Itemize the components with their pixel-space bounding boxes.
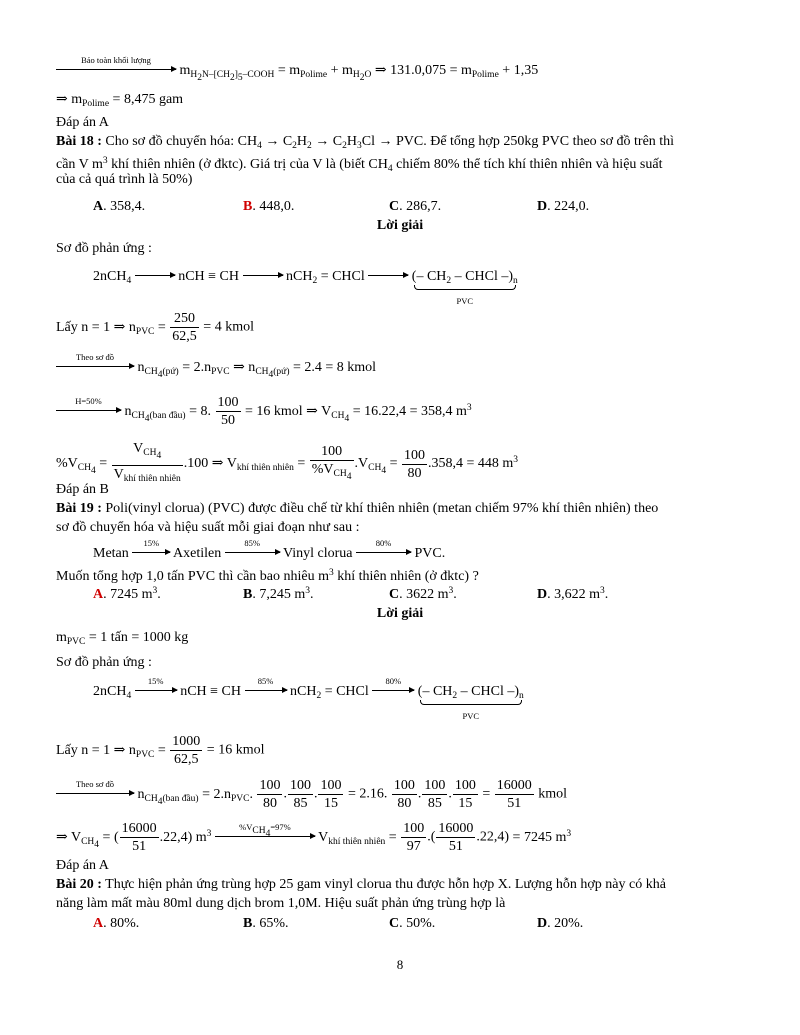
scheme-label: Sơ đồ phản ứng : <box>56 241 152 256</box>
reaction-arrow <box>368 268 408 286</box>
fraction: $\frac{100}{85}$ <box>289 778 311 811</box>
answer-line: Đáp án A <box>56 858 109 873</box>
fraction: $\frac{16000}{51}$ <box>438 821 474 854</box>
reaction-arrow: $\%V_{CH_4}=97\%$ <box>215 829 315 847</box>
mass-conservation-line: Bảo toàn khối lượng $m_{H_2N-[CH_2]_5-COOH} = m_{Polime} + m_{H_2O}$ ⇒ $131.0,075 = m_{Polime} + 1,35$ <box>56 62 538 87</box>
reaction-arrow: 80% <box>356 545 411 563</box>
option-c[interactable]: C. 286,7. <box>389 199 442 214</box>
step-3-line: H=50% $n_{CH_4(ban đầu)} = 8$. $\frac{100}{50}$ = 16 kmol ⇒ $V_{CH_4} = 16.22,4 = 358,4$ $m^3$ <box>56 394 472 429</box>
question-19-line-1: Bài 19 : Poli(vinyl clorua) (PVC) được điều chế từ khí thiên nhiên (metan chiếm 97% khí thiên nhiên) theo <box>56 501 659 516</box>
option-a[interactable]: A. 80%. <box>93 916 140 931</box>
pvc-brace: (– $CH_2$ – CHCl $-)_n$ PVC <box>417 684 524 721</box>
pvc-brace: (– $CH_2$ – CHCl $-)_n$ PVC <box>411 269 518 306</box>
fraction: $\frac{V_{CH_4}}{V_{khí thiên nhiên}}$ <box>113 441 181 484</box>
option-b[interactable]: B. 65%. <box>243 916 289 931</box>
scheme-label: Sơ đồ phản ứng : <box>56 655 152 670</box>
fraction: $\frac{100}{97}$ <box>403 821 425 854</box>
let-n-line: Lấy n = 1 ⇒ $n_{PVC}$ = $\frac{1000}{62,5}$ = 16 kmol <box>56 734 265 767</box>
reaction-arrow: Bảo toàn khối lượng <box>56 62 176 80</box>
fraction: $\frac{250}{62,5}$ <box>172 311 197 344</box>
solution-title: Lời giải <box>376 218 424 233</box>
fraction: $\frac{1000}{62,5}$ <box>172 734 201 767</box>
reaction-arrow: 85% <box>225 545 280 563</box>
question-19-line-2: sơ đồ chuyển hóa và hiệu suất mỗi giai đoạn như sau : <box>56 520 360 535</box>
step-3-line: ⇒ $V_{CH_4}$ = ( $\frac{16000}{51}$ .22,4) $m^3$ $\%V_{CH_4}=97\%$ $V_{khí thiên nhiên}$ = $\frac{100}{97}$ .( $\frac{16000}{51}$ .22,4) = 7245 $m^3$ <box>56 821 572 854</box>
question-18-line-1: Bài 18 : Cho sơ đồ chuyển hóa: $CH_4 \to C_2H_2 \to C_2H_3Cl$ → PVC. Để tổng hợp 250kg PVC theo sơ đồ trên thì <box>56 134 675 151</box>
step-4-line: $\%V_{CH_4}$ = $\frac{V_{CH_4}}{V_{khí thiên nhiên}}$ .100 ⇒ $V_{khí thiên nhiên}$ = $\frac{100}{\%V_{CH_4}}$ $.V_{CH_4}$ = $\frac{100}{80}$ .358,4 = 448 $m^3$ <box>56 440 518 488</box>
option-d[interactable]: D. 224,0. <box>537 199 590 214</box>
reaction-arrow: H=50% <box>56 403 121 421</box>
let-n-line: Lấy n = 1 ⇒ $n_{PVC}$ = $\frac{250}{62,5}$ = 4 kmol <box>56 311 254 344</box>
question-19-line-4: Muốn tổng hợp 1,0 tấn PVC thì cần bao nhiêu $m^3$ khí thiên nhiên (ở đktc) ? <box>56 568 479 584</box>
question-18-line-2: cần V $m^3$ khí thiên nhiên (ở đktc). Giá trị của V là (biết $CH_4$ chiếm 80% thể tích khí thiên nhiên và hiệu suất <box>56 156 663 174</box>
step-2-line: Theo sơ đồ $n_{CH_4(pứ)} = 2.n_{PVC}$ ⇒ $n_{CH_4(pứ)} = 2.4 = 8$ kmol <box>56 359 376 384</box>
fraction: $\frac{100}{80}$ <box>393 778 415 811</box>
option-c[interactable]: C. 50%. <box>389 916 436 931</box>
reaction-scheme: 2nCH$_4$ nCH ≡ CH nCH$_2$ = CHCl (– $CH_2$ – CHCl $-)_n$ PVC <box>93 269 518 306</box>
fraction: $\frac{100}{\%V_{CH_4}}$ <box>311 443 352 482</box>
polymer-mass-line: ⇒ $m_{Polime} = 8,475$ gam <box>56 92 184 109</box>
reaction-arrow <box>135 268 175 286</box>
fraction: $\frac{100}{85}$ <box>424 778 446 811</box>
option-d[interactable]: D. 20%. <box>537 916 584 931</box>
option-a[interactable]: A. 7245 $m^3$. <box>93 586 161 602</box>
mass-pvc-line: $m_{PVC} = 1$ tấn = 1000 kg <box>56 630 189 647</box>
question-20-line-2: năng làm mất màu 80ml dung dịch brom 1,0M. Hiệu suất phản ứng trùng hợp là <box>56 896 506 911</box>
reaction-arrow: Theo sơ đồ <box>56 359 134 377</box>
solution-title: Lời giải <box>376 606 424 621</box>
reaction-arrow: Theo sơ đồ <box>56 786 134 804</box>
question-20-line-1: Bài 20 : Thực hiện phản ứng trùng hợp 25 gam vinyl clorua thu được hỗn hợp X. Lượng hỗn hợp này có khả <box>56 877 666 892</box>
fraction: $\frac{100}{50}$ <box>217 395 239 428</box>
option-c[interactable]: C. 3622 $m^3$. <box>389 586 457 602</box>
reaction-arrow: 80% <box>372 683 414 701</box>
reaction-arrow: 15% <box>132 545 170 563</box>
page-number: 8 <box>396 957 404 972</box>
conversion-chain: Metan 15% Axetilen 85% Vinyl clorua 80% PVC. <box>93 538 446 561</box>
answer-line: Đáp án B <box>56 482 109 497</box>
option-d[interactable]: D. 3,622 $m^3$. <box>537 586 609 602</box>
reaction-arrow <box>243 268 283 286</box>
option-a[interactable]: A. 358,4. <box>93 199 146 214</box>
option-b[interactable]: B. 7,245 $m^3$. <box>243 586 314 602</box>
step-2-line: Theo sơ đồ $n_{CH_4(ban đầu)} = 2.n_{PVC}$. $\frac{100}{80}$ . $\frac{100}{85}$ . $\frac{100}{15}$ = 2.16. $\frac{100}{80}$ . $\frac{100}{85}$ . $\frac{100}{15}$ = $\frac{16000}{51}$ kmol <box>56 777 567 812</box>
fraction: $\frac{16000}{51}$ <box>496 778 532 811</box>
fraction: $\frac{100}{80}$ <box>259 778 281 811</box>
reaction-arrow: 15% <box>135 683 177 701</box>
fraction: $\frac{16000}{51}$ <box>121 821 157 854</box>
fraction: $\frac{100}{80}$ <box>403 447 425 481</box>
question-18-line-3: của cả quá trình là 50%) <box>56 172 193 187</box>
answer-line: Đáp án A <box>56 115 109 130</box>
reaction-scheme: 2nCH$_4$ 15% nCH ≡ CH 85% nCH$_2$ = CHCl 80% (– $CH_2$ – CHCl $-)_n$ PVC <box>93 676 524 721</box>
fraction: $\frac{100}{15}$ <box>320 778 342 811</box>
fraction: $\frac{100}{15}$ <box>454 778 476 811</box>
option-b[interactable]: B. 448,0. <box>243 199 295 214</box>
reaction-arrow: 85% <box>245 683 287 701</box>
